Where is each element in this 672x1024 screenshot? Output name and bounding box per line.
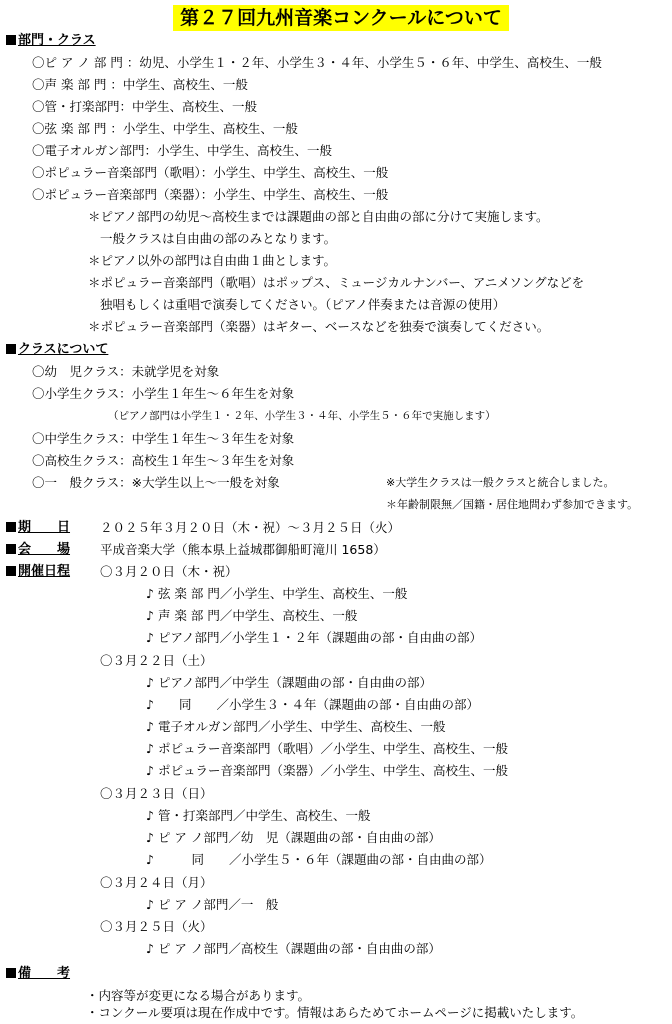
class-side-note: ※大学生クラスは一般クラスと統合しました。: [386, 476, 615, 489]
divisions-heading: [6, 30, 96, 52]
page-title: 第２７回九州音楽コンクールについて: [173, 5, 509, 31]
schedule-date: 〇３月２４日（月）: [100, 875, 213, 890]
venue-label-text: 会 場: [18, 542, 71, 557]
schedule-entry: ♪ ピ ア ノ部門／高校生（課題曲の部・自由曲の部）: [146, 941, 441, 956]
divisions-heading-text: 部門・クラス: [18, 33, 96, 48]
schedule-entry: ♪ ピ ア ノ部門／一 般: [146, 897, 279, 912]
period-label-text: 期 日: [18, 520, 71, 535]
division-note: ＊ピアノ部門の幼児～高校生までは課題曲の部と自由曲の部に分けて実施します。: [88, 209, 549, 224]
square-bullet-icon: [6, 35, 16, 45]
division-note: ＊ポピュラー音楽部門（歌唱）はポップス、ミュージカルナンバー、アニメソングなどを: [88, 275, 585, 290]
class-general: 〇一 般クラス：※大学生以上～一般を対象: [32, 475, 280, 490]
schedule-entry: ♪ 同 ／小学生５・６年（課題曲の部・自由曲の部）: [146, 852, 492, 867]
schedule-entry: ♪ 管・打楽部門／中学生、高校生、一般: [146, 808, 371, 823]
class-preschool: 〇幼 児クラス：未就学児を対象: [32, 364, 220, 379]
class-elementary: 〇小学生クラス：小学生１年生～６年生を対象: [32, 386, 295, 401]
class-side-note: ＊年齢制限無／国籍・居住地問わず参加できます。: [386, 498, 639, 511]
schedule-entry: ♪ ポピュラー音楽部門（歌唱）／小学生、中学生、高校生、一般: [146, 741, 508, 756]
division-pop-vocal: 〇ポピュラー音楽部門（歌唱）：小学生、中学生、高校生、一般: [32, 165, 389, 180]
classes-heading: [6, 339, 108, 361]
schedule-label-text: 開催日程: [18, 564, 71, 579]
remarks-label: [6, 963, 70, 985]
schedule-entry: ♪ ポピュラー音楽部門（楽器）／小学生、中学生、高校生、一般: [146, 763, 508, 778]
class-high-school: 〇高校生クラス：高校生１年生～３年生を対象: [32, 453, 295, 468]
remark-item: ・内容等が変更になる場合があります。: [86, 988, 311, 1003]
period-label: [6, 517, 70, 539]
division-piano: 〇ピ ア ノ 部 門 ：幼児、小学生１・２年、小学生３・４年、小学生５・６年、中学生、高校生、一般: [32, 55, 602, 70]
division-pop-instrument: 〇ポピュラー音楽部門（楽器）：小学生、中学生、高校生、一般: [32, 187, 389, 202]
schedule-date: 〇３月２０日（木・祝）: [100, 564, 238, 579]
division-note: ＊ピアノ以外の部門は自由曲１曲とします。: [88, 253, 337, 268]
period-value: ２０２５年３月２０日（木・祝）～３月２５日（火）: [100, 520, 401, 535]
venue-label: [6, 539, 70, 561]
schedule-date: 〇３月２２日（土）: [100, 653, 213, 668]
division-strings: 〇弦 楽 部 門 ：小学生、中学生、高校生、一般: [32, 121, 298, 136]
remarks-label-text: 備 考: [18, 966, 71, 981]
schedule-entry: ♪ ピ ア ノ部門／幼 児（課題曲の部・自由曲の部）: [146, 830, 441, 845]
division-wind-percussion: 〇管・打楽部門：中学生、高校生、一般: [32, 99, 258, 114]
remark-item: ・コンクール要項は現在作成中です。情報はあらためてホームページに掲載いたします。: [86, 1005, 584, 1020]
schedule-entry: ♪ ピアノ部門／小学生１・２年（課題曲の部・自由曲の部）: [146, 630, 482, 645]
square-bullet-icon: [6, 968, 16, 978]
division-electone: 〇電子オルガン部門：小学生、中学生、高校生、一般: [32, 143, 333, 158]
schedule-entry: ♪ 電子オルガン部門／小学生、中学生、高校生、一般: [146, 719, 446, 734]
schedule-date: 〇３月２３日（日）: [100, 786, 213, 801]
class-junior-high: 〇中学生クラス：中学生１年生～３年生を対象: [32, 431, 295, 446]
division-note: ＊ポピュラー音楽部門（楽器）はギター、ベースなどを独奏で演奏してください。: [88, 319, 550, 334]
square-bullet-icon: [6, 522, 16, 532]
division-vocal: 〇声 楽 部 門 ：中学生、高校生、一般: [32, 77, 248, 92]
square-bullet-icon: [6, 544, 16, 554]
square-bullet-icon: [6, 566, 16, 576]
division-note: 一般クラスは自由曲の部のみとなります。: [100, 231, 337, 246]
division-note: 独唱もしくは重唱で演奏してください。（ピアノ伴奏または音源の使用）: [100, 297, 506, 312]
schedule-entry: ♪ 声 楽 部 門／中学生、高校生、一般: [146, 608, 358, 623]
classes-heading-text: クラスについて: [18, 342, 109, 357]
square-bullet-icon: [6, 344, 16, 354]
schedule-entry: ♪ 同 ／小学生３・４年（課題曲の部・自由曲の部）: [146, 697, 479, 712]
schedule-date: 〇３月２５日（火）: [100, 919, 213, 934]
schedule-entry: ♪ ピアノ部門／中学生（課題曲の部・自由曲の部）: [146, 675, 432, 690]
schedule-entry: ♪ 弦 楽 部 門／小学生、中学生、高校生、一般: [146, 586, 408, 601]
venue-value: 平成音楽大学（熊本県上益城郡御船町滝川 1658）: [100, 542, 386, 557]
schedule-label: [6, 561, 70, 583]
class-elementary-note: （ピアノ部門は小学生１・２年、小学生３・４年、小学生５・６年で実施します）: [108, 410, 496, 422]
